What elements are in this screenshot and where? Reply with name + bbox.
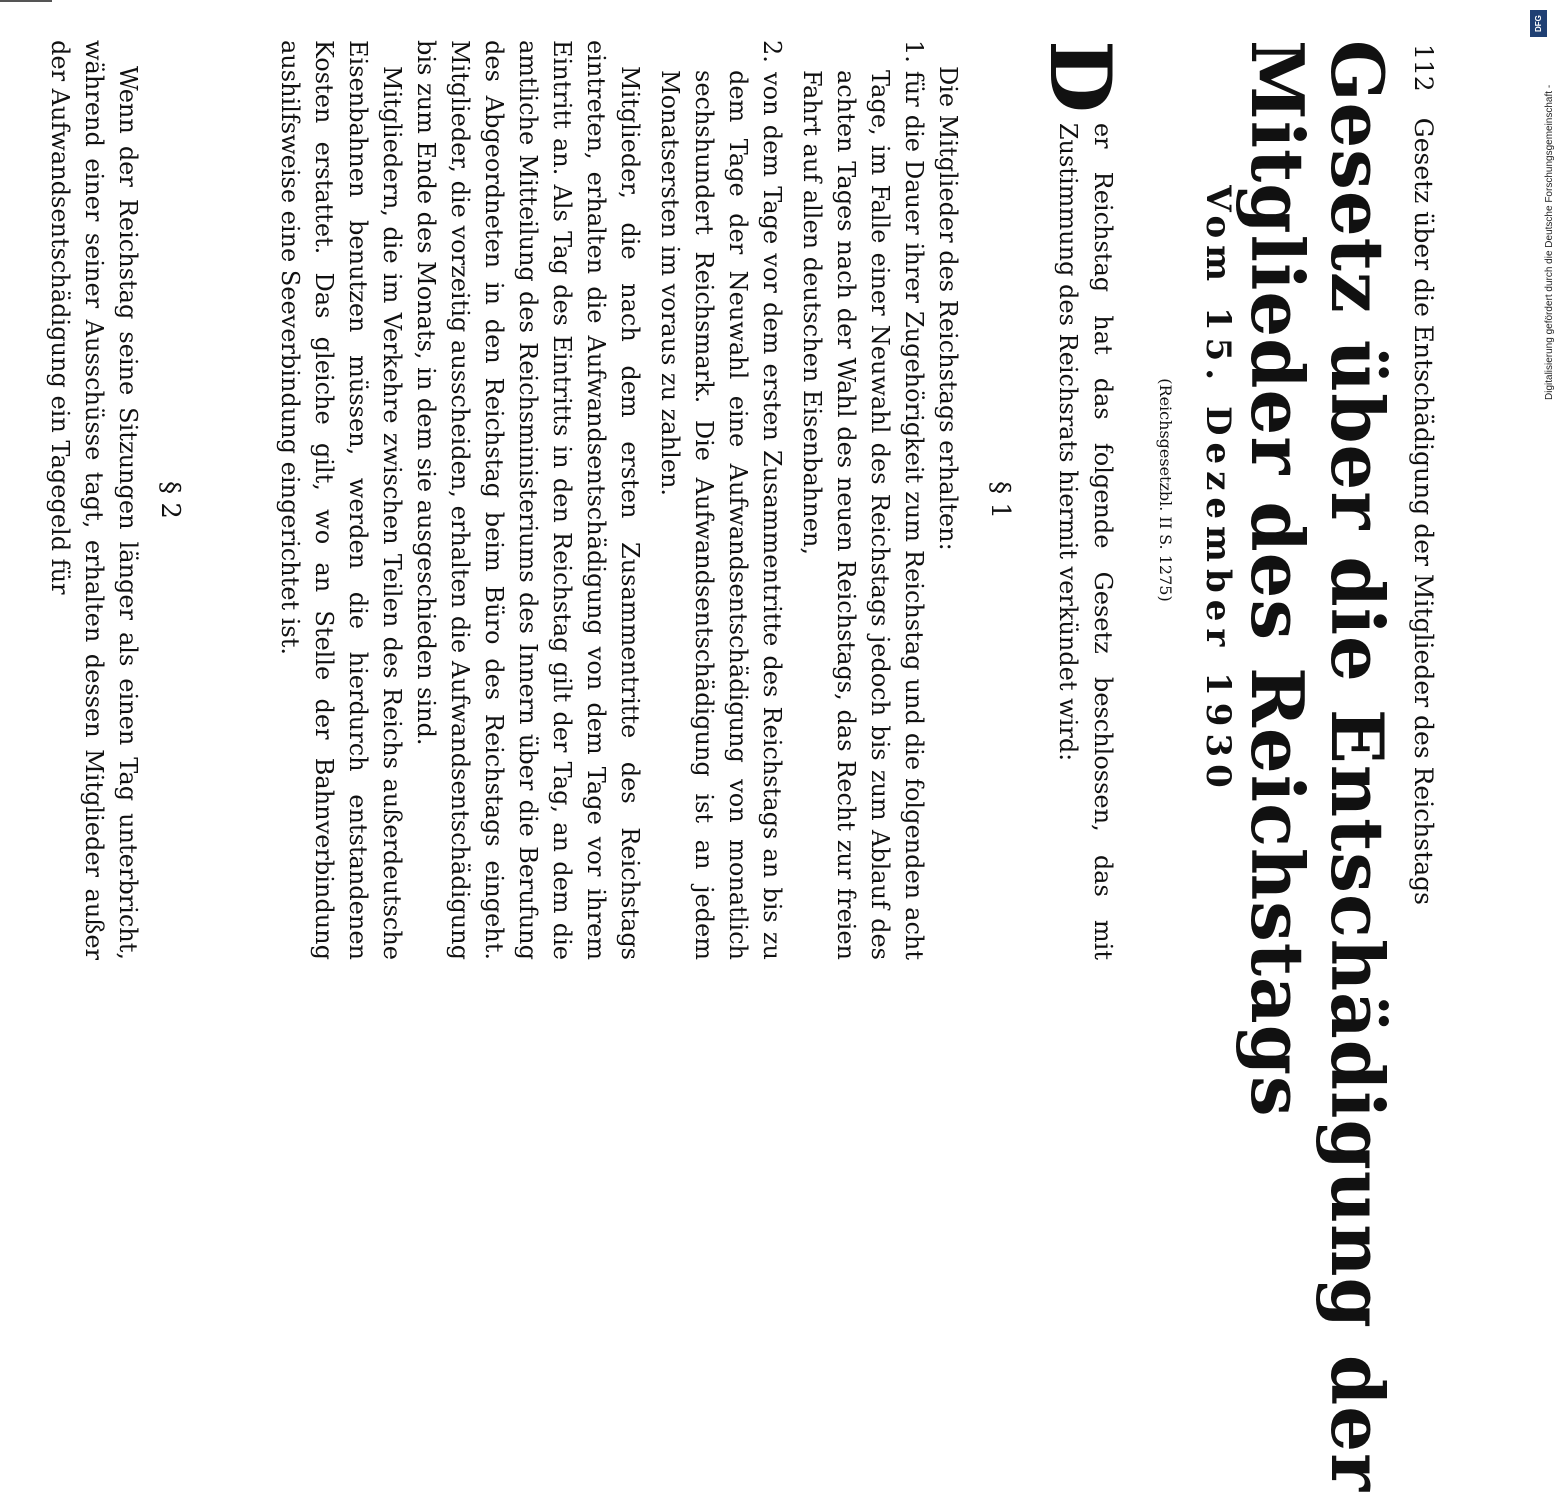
section-2-heading: § 2 — [155, 481, 185, 519]
section-2-text: Wenn der Reichstag seine Sitzungen länger als einen Tag unterbricht, während einer seiner Ausschüsse tagt, erhalten dessen Mitglieder außer der Aufwandsentschädigung ein Tagegeld für — [46, 40, 142, 960]
section-1-lead: Die Mitglieder des Reichstags erhalten: — [934, 66, 962, 551]
preamble-text: er Reichstag hat das folgende Gesetz beschlossen, das mit Zustimmung des Reichsrats hiermit verkündet wird: — [1054, 122, 1117, 960]
digitization-credit — [1530, 10, 1555, 990]
dfg-logo: DFG — [1530, 10, 1547, 37]
preamble — [1031, 40, 1130, 960]
section-1-item-2: 2. von dem Tage vor dem ersten Zusammentritte des Reichstags an bis zu dem Tage der Neuwahl eine Aufwandsentschädigung von monatlich sechshundert Reichsmark. Die Aufwandsentschädigung ist an jedem Monatsersten im voraus zu zahlen. — [656, 40, 786, 960]
running-head — [1409, 44, 1438, 905]
gazette-reference: (Reichsgesetzbl. II S. 1275) — [1156, 378, 1175, 602]
drop-cap: D — [1031, 40, 1130, 113]
running-head-text: Gesetz über die Entschädigung der Mitglieder des Reichstags — [1409, 117, 1438, 905]
credit-text: Digitalisierung gefördert durch die Deutsche Forschungsgemeinschaft - — [1544, 84, 1555, 400]
section-1-body — [273, 40, 965, 960]
law-date: Vom 15. Dezember 1930 — [1198, 185, 1238, 795]
title-line-2: Mitglieder des Reichstags — [1235, 40, 1320, 1118]
section-1-paragraph-1: Mitglieder, die nach dem ersten Zusammentritte des Reichstags eintreten, erhalten die Aufwandsentschädigung von dem Tage vor ihrem Eintritt an. Als Tag des Eintritts in den Reichstag gilt der Tag, an dem die amtliche Mitteilung des Reichsministeriums des Innern über die Berufung des Abgeordneten in den Reichstag beim Büro des Reichstags eingeht. Mitglieder, die vorzeitig ausscheiden, erhalten die Aufwandsentschädigung bis zum Ende des Monats, in dem sie ausgeschieden sind. — [412, 40, 644, 960]
title-line-1: Gesetz über die Entschädigung der — [1315, 40, 1400, 1492]
section-1-item-1: 1. für die Dauer ihrer Zugehörigkeit zum Reichstag und die folgenden acht Tage, im Falle einer Neuwahl des Reichstags jedoch bis zum Ablauf des achten Tages nach der Wahl des neuen Reichstags, das Recht zur freien Fahrt auf allen deutschen Eisenbahnen, — [798, 40, 928, 960]
section-1-paragraph-2: Mitgliedern, die im Verkehre zwischen Teilen des Reichs außerdeutsche Eisenbahnen benutzen müssen, werden die hierdurch entstandenen Kosten erstattet. Das gleiche gilt, wo an Stelle der Bahnverbindung aushilfsweise eine Seeverbindung eingerichtet ist. — [276, 40, 406, 960]
page-number: 112 — [1409, 44, 1438, 92]
section-1-heading: § 1 — [985, 481, 1015, 519]
